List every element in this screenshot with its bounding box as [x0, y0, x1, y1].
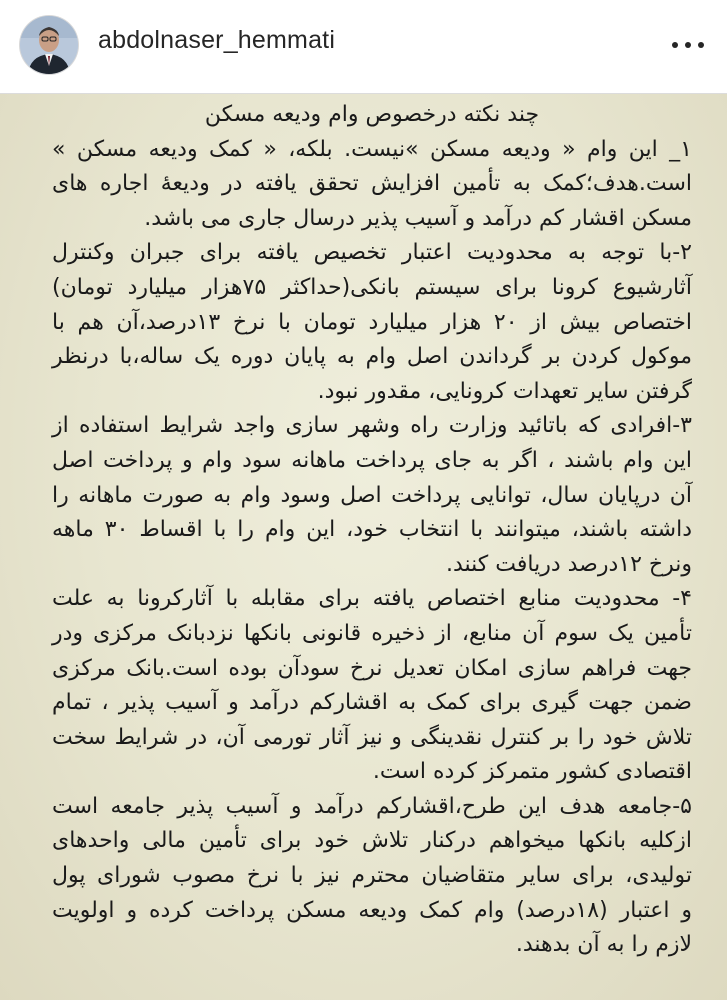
text-line: ضمن جهت گیری برای کمک به اقشارکم درآمد و آسیب پذیر ، تمام [52, 690, 692, 716]
text-line: داشته باشند، میتوانند با انتخاب خود، این وام را با اقساط ۳۰ ماهه [52, 517, 692, 543]
text-line: تأمین یک سوم آن منابع، از ذخیره قانونی بانکها نزدبانک مرکزی ودر [52, 620, 692, 646]
text-line: آثارشیوع کرونا برای سیستم بانکی(حداکثر ۷۵هزار میلیارد تومان) [52, 274, 692, 300]
post-text [52, 98, 692, 963]
username-link[interactable]: abdolnaser_hemmati [98, 26, 336, 54]
avatar[interactable] [20, 16, 78, 74]
text-line: ۴- محدودیت منابع اختصاص یافته برای مقابله با آثارکرونا به علت [52, 586, 692, 612]
text-line: این وام باشند ، اگر به جای پرداخت ماهانه سود وام و پرداخت اصل [52, 447, 692, 473]
text-line: گرفتن سایر تعهدات کرونایی، مقدور نبود. [317, 378, 692, 404]
profile-photo-icon [20, 16, 78, 74]
more-options-icon[interactable] [672, 38, 704, 52]
post-header [0, 0, 727, 94]
text-line: مسکن اقشار کم درآمد و آسیب پذیر درسال جاری می باشد. [144, 205, 692, 231]
text-line: لازم را به آن بدهند. [515, 932, 692, 958]
text-line: ۵-جامعه هدف این طرح،اقشارکم درآمد و آسیب پذیر جامعه است [52, 793, 692, 819]
post-image[interactable] [0, 94, 727, 1000]
text-line: موکول کردن بر گرداندن اصل وام به پایان دوره یک ساله،با درنظر [52, 344, 692, 370]
more-dot [685, 42, 691, 48]
text-line: اقتصادی کشور متمرکز کرده است. [372, 759, 692, 785]
text-line: ۳-افرادی که باتائید وزارت راه وشهر سازی واجد شرایط استفاده از [52, 413, 692, 439]
text-line: جهت فراهم سازی امکان تعدیل نرخ سودآن بوده است.بانک مرکزی [52, 655, 692, 681]
text-line: و اعتبار (۱۸درصد) وام کمک ودیعه مسکن پرداخت کرده و اولویت [52, 897, 692, 923]
text-line: ازکلیه بانکها میخواهم درکنار تلاش خود برای تأمین مالی واحدهای [52, 828, 692, 854]
post-title: چند نکته درخصوص وام ودیعه مسکن [204, 102, 540, 127]
text-line: ونرخ ۱۲درصد دریافت کنند. [445, 551, 692, 577]
text-line: است.هدف؛کمک به تأمین افزایش تحقق یافته در ودیعهٔ اجاره های [52, 171, 692, 197]
text-line: ۲-با توجه به محدودیت اعتبار تخصیص یافته برای جبران وکنترل [52, 240, 692, 266]
text-line: تولیدی، برای سایر متقاضیان محترم نیز با نرخ مصوب شورای پول [52, 863, 692, 889]
more-dot [672, 42, 678, 48]
more-dot [698, 42, 704, 48]
text-line: تلاش خود را بر کنترل نقدینگی و نیز آثار تورمی آن، در شرایط سخت [52, 724, 692, 750]
text-line: ۱_ این وام « ودیعه مسکن »نیست. بلکه، « کمک ودیعه مسکن » [52, 136, 692, 162]
text-line: آن درپایان سال، توانایی پرداخت اصل وسود وام به صورت ماهانه را [52, 482, 692, 508]
text-line: اختصاص بیش از ۲۰ هزار میلیارد تومان با نرخ ۱۳درصد،آن هم با [52, 309, 692, 335]
